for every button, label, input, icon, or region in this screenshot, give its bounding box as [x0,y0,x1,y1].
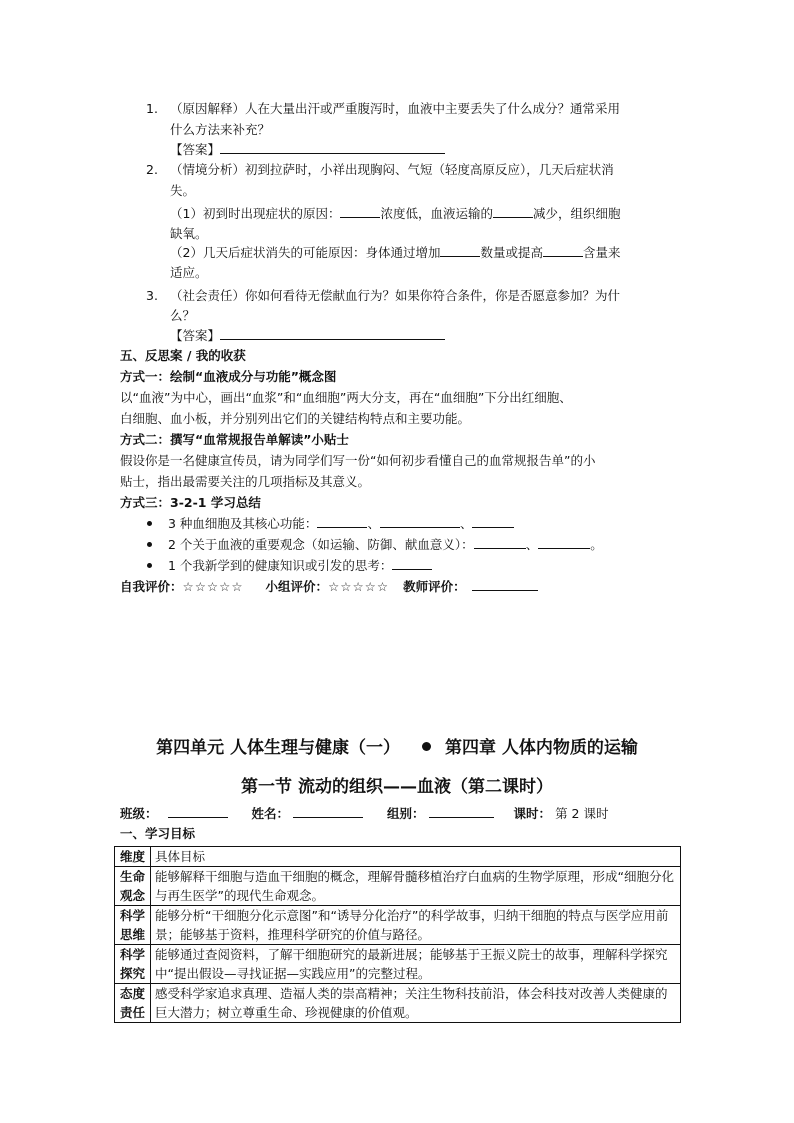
class-field[interactable] [168,804,228,818]
teacher-eval-label: 教师评价： [403,579,466,594]
way2-title: 方式二：撰写“血常规报告单解读”小贴士 [120,432,349,447]
bullet-dot [147,521,152,526]
table-row [115,906,681,945]
way1-title: 方式一：绘制“血液成分与功能”概念图 [120,369,337,384]
bullet-1-text: 3 种血细胞及其核心功能： [168,516,318,531]
group-eval-stars[interactable]: ☆☆☆☆☆ [328,579,390,594]
header-dimension: 维度 [115,847,151,867]
question-2-line1: （情境分析）初到拉萨时，小祥出现胸闷、气短（轻度高原反应），几天后症状消 [170,162,614,177]
question-2-sub2 [170,243,621,263]
sub2-text-b: 数量或提高 [480,245,543,260]
bullet-dot [147,542,152,547]
unit-title: 第四单元 人体生理与健康（一） [156,738,400,758]
sub2-blank-2[interactable] [543,243,583,257]
self-eval-label: 自我评价： [120,579,183,594]
question-1-number: 1. [146,101,158,116]
objectives-heading: 一、学习目标 [120,826,196,841]
info-row [120,804,608,824]
question-2-line2: 失。 [170,183,196,198]
row-dimension: 科学探究 [115,945,151,984]
table-header-row [115,847,681,867]
group-label: 组别： [387,806,425,821]
row-goal: 能够分析“干细胞分化示意图”和“诱导分化治疗”的科学故事，归纳干细胞的特点与医学应用前景；能够基于资料，推理科学研究的价值与路径。 [151,906,681,945]
way1-line2: 白细胞、血小板，并分别列出它们的关键结构特点和主要功能。 [120,411,471,426]
header-goal: 具体目标 [151,847,681,867]
sub1-text-b: 浓度低，血液运输的 [380,206,493,221]
question-3-answer [170,326,445,346]
row-dimension: 生命观念 [115,867,151,906]
self-eval-stars[interactable]: ☆☆☆☆☆ [182,579,244,594]
sub1-blank-2[interactable] [493,204,533,218]
table-row [115,867,681,906]
row-goal: 能够通过查阅资料，了解干细胞研究的最新进展；能够基于王振义院士的故事，理解科学探究中“提出假设—寻找证据—实践应用”的完整过程。 [151,945,681,984]
question-2-sub2-cont: 适应。 [170,265,208,280]
name-field[interactable] [293,804,363,818]
bullet-dot [147,563,152,568]
title-bullet [422,742,431,751]
way1-line1: 以“血液”为中心，画出“血浆”和“血细胞”两大分支，再在“血细胞”下分出红细胞、 [120,390,572,405]
separator: 、 [459,516,473,531]
section-title: 第一节 流动的组织——血液（第二课时） [241,777,553,797]
sub2-text-a: （2）几天后症状消失的可能原因：身体通过增加 [170,245,441,260]
summary-bullet-2 [168,535,603,555]
bullet-1-blank-2[interactable] [380,514,460,528]
question-2-sub1 [170,204,621,224]
question-2-number: 2. [146,162,158,177]
question-3-line2: 么？ [170,308,196,323]
unit-chapter-title [0,733,794,758]
objectives-table [114,846,681,1023]
sub1-blank-1[interactable] [340,204,380,218]
row-dimension: 态度责任 [115,984,151,1023]
question-1-line2: 什么方法来补充？ [170,122,271,137]
chapter-title: 第四章 人体内物质的运输 [445,738,638,758]
bullet-1-blank-1[interactable] [317,514,367,528]
question-2-sub1-cont: 缺氧。 [170,226,208,241]
row-goal: 能够解释干细胞与造血干细胞的概念，理解骨髓移植治疗白血病的生物学原理，形成“细胞分化与再生医学”的现代生命观念。 [151,867,681,906]
question-3-number: 3. [146,288,158,303]
answer-blank[interactable] [220,140,445,154]
bullet-2-text: 2 个关于血液的重要观念（如运输、防御、献血意义）： [168,537,474,552]
sub2-blank-1[interactable] [440,243,480,257]
class-label: 班级： [120,806,158,821]
evaluation-row [120,577,538,597]
separator: 、 [367,516,380,531]
way2-line2: 贴士，指出最需要关注的几项指标及其意义。 [120,474,371,489]
period-label: 课时： [513,806,552,821]
bullet-3-blank[interactable] [392,556,432,570]
answer-label: 【答案】 [170,142,221,157]
summary-bullet-1 [168,514,514,534]
table-row [115,984,681,1023]
way3-title: 方式三：3-2-1 学习总结 [120,495,261,510]
group-field[interactable] [429,804,494,818]
bullet-2-blank-1[interactable] [474,535,526,549]
bullet-1-blank-3[interactable] [472,514,514,528]
way2-line1: 假设你是一名健康宣传员，请为同学们写一份“如何初步看懂自己的血常规报告单”的小 [120,453,596,468]
question-1-answer [170,140,445,160]
period-value: 第 2 课时 [555,806,609,821]
answer-blank[interactable] [220,326,445,340]
separator: 、 [525,537,539,552]
reflection-heading: 五、反思案 / 我的收获 [120,348,246,363]
summary-bullet-3 [168,556,432,576]
bullet-3-text: 1 个我新学到的健康知识或引发的思考： [168,558,393,573]
row-goal: 感受科学家追求真理、造福人类的崇高精神；关注生物科技前沿，体会科技对改善人类健康的巨大潜力；树立尊重生命、珍视健康的价值观。 [151,984,681,1023]
bullet-2-blank-2[interactable] [538,535,590,549]
sub1-text-a: （1）初到时出现症状的原因： [170,206,341,221]
name-label: 姓名： [251,806,290,821]
teacher-eval-blank[interactable] [472,577,538,591]
full-stop: 。 [590,537,603,552]
group-eval-label: 小组评价： [265,579,329,594]
sub1-text-c: 减少，组织细胞 [532,206,621,221]
question-1-line1: （原因解释）人在大量出汗或严重腹泻时，血液中主要丢失了什么成分？通常采用 [170,101,621,116]
table-row [115,945,681,984]
sub2-text-c: 含量来 [582,245,621,260]
question-3-line1: （社会责任）你如何看待无偿献血行为？如果你符合条件，你是否愿意参加？为什 [170,288,621,303]
answer-label: 【答案】 [170,328,221,343]
row-dimension: 科学思维 [115,906,151,945]
